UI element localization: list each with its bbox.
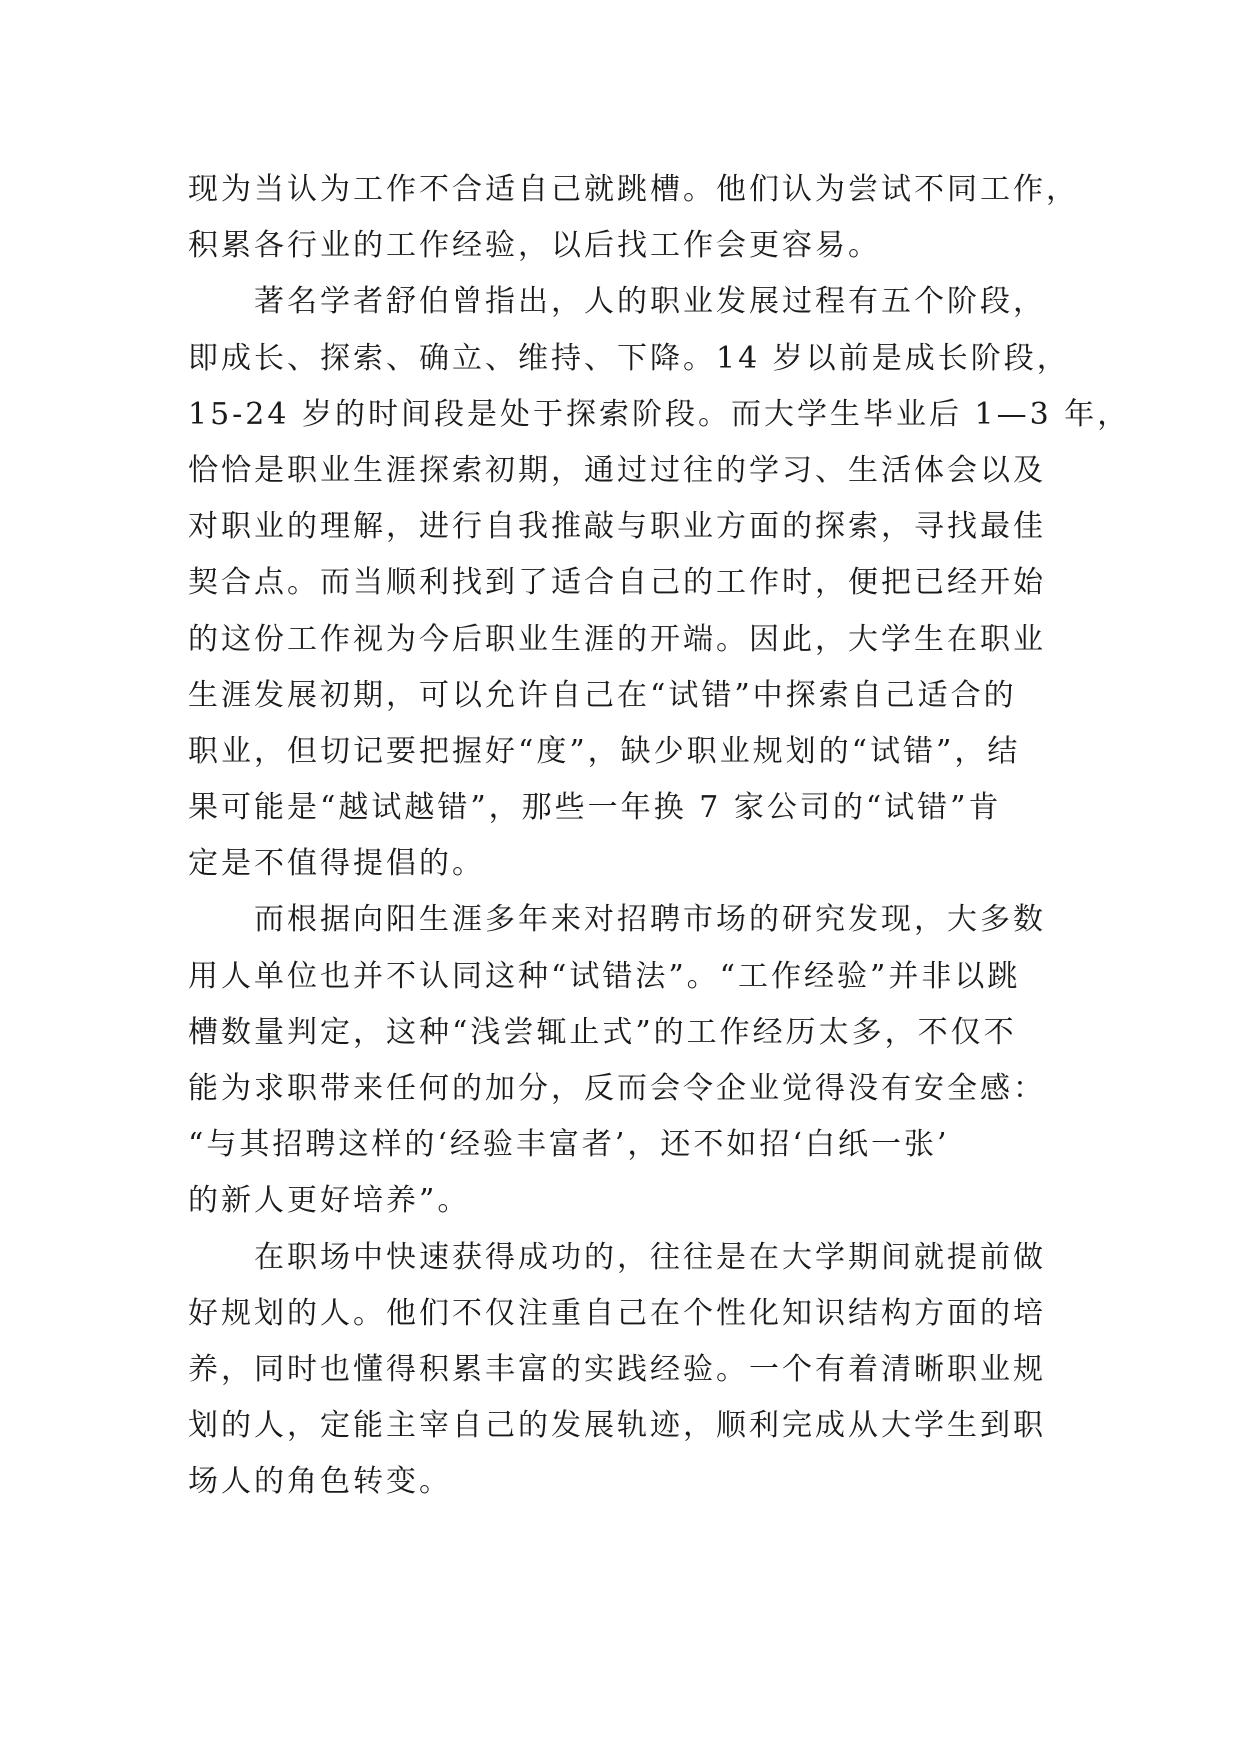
paragraph-first-line: 而根据向阳生涯多年来对招聘市场的研究发现，大多数 [254,902,1046,938]
text-line: 划的人，定能主宰自己的发展轨迹，顺利完成从大学生到职 [188,1408,1046,1444]
text-line: 积累各行业的工作经验，以后找工作会更容易。 [188,228,881,264]
text-line: 现为当认为工作不合适自己就跳槽。他们认为尝试不同工作， [188,172,1079,207]
text-line: 能为求职带来任何的加分，反而会令企业觉得没有安全感： [188,1071,1046,1106]
body-text [188,162,1131,1511]
text-line: 的新人更好培养”。 [188,1183,471,1219]
text-line: 的这份工作视为今后职业生涯的开端。因此，大学生在职业 [188,621,1046,657]
text-line: 好规划的人。他们不仅注重自己在个性化知识结构方面的培 [188,1295,1046,1331]
text-line: 15-24 岁的时间段是处于探索阶段。而大学生毕业后 1—3 年， [188,396,1131,432]
text-line: 对职业的理解，进行自我推敲与职业方面的探索，寻找最佳 [188,509,1046,545]
text-line: 用人单位也并不认同这种“试错法”。“工作经验”并非以跳 [188,958,1021,994]
text-line: 定是不值得提倡的。 [188,846,485,882]
text-line: 契合点。而当顺利找到了适合自己的工作时，便把已经开始 [188,565,1046,601]
text-line: 即成长、探索、确立、维持、下降。14 岁以前是成长阶段， [188,340,1070,376]
text-line: “与其招聘这样的‘经验丰富者’，还不如招‘白纸一张’ [188,1127,950,1163]
paragraph-first-line: 在职场中快速获得成功的，往往是在大学期间就提前做 [254,1239,1046,1275]
text-line: 槽数量判定，这种“浅尝辄止式”的工作经历太多，不仅不 [188,1014,1017,1050]
paragraph-first-line: 著名学者舒伯曾指出，人的职业发展过程有五个阶段， [254,284,1046,320]
text-line: 恰恰是职业生涯探索初期，通过过往的学习、生活体会以及 [188,452,1046,488]
text-line: 养，同时也懂得积累丰富的实践经验。一个有着清晰职业规 [188,1351,1046,1387]
text-line: 生涯发展初期，可以允许自己在“试错”中探索自己适合的 [188,677,1017,713]
text-line: 职业，但切记要把握好“度”，缺少职业规划的“试错”，结 [188,733,1021,769]
text-line: 场人的角色转变。 [188,1464,452,1500]
text-line: 果可能是“越试越错”，那些一年换 7 家公司的“试错”肯 [188,790,1002,826]
